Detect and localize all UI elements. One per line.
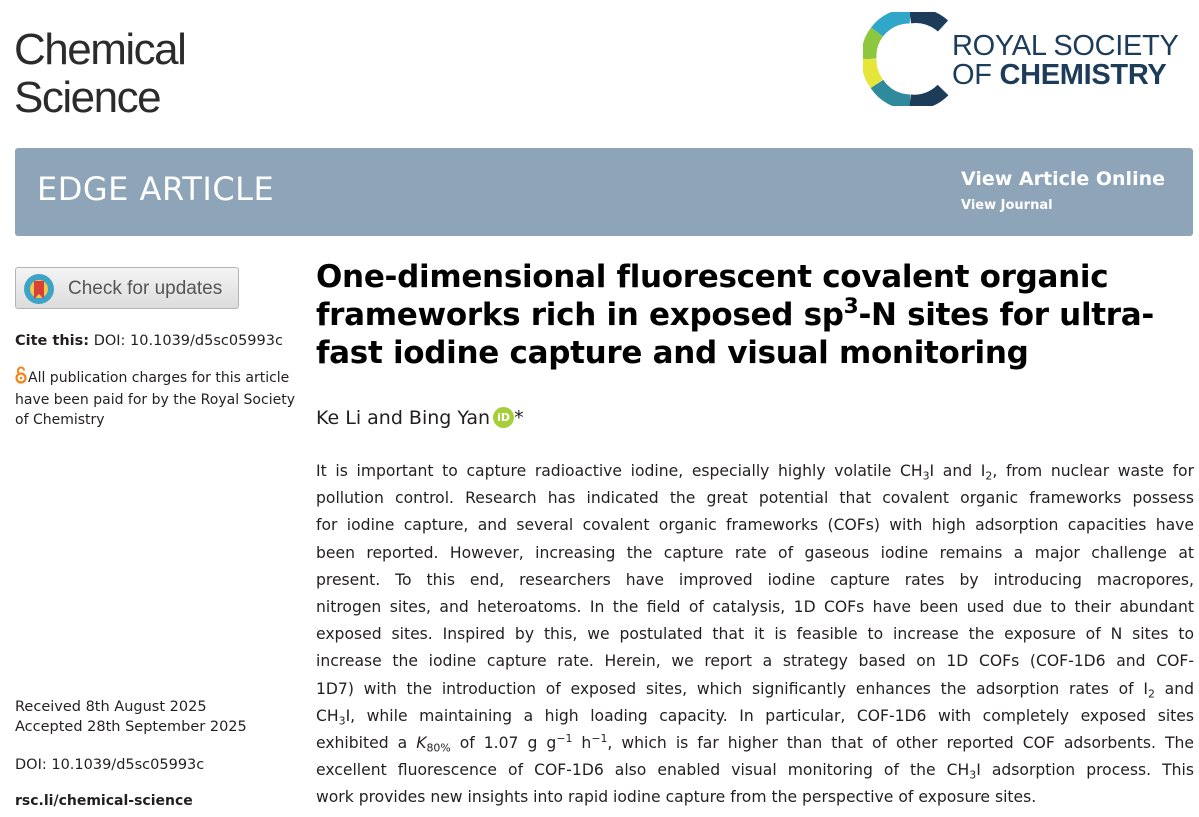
received-date: Received 8th August 2025 — [15, 699, 207, 715]
crossmark-icon — [23, 273, 55, 305]
open-access-text: All publication charges for this article have been paid for by the Royal Society of Chemistry — [15, 370, 295, 428]
superscript: −1 — [556, 732, 573, 746]
abstract-text: I adsorption process. This — [976, 761, 1195, 780]
journal-title-line1: Chemical — [14, 25, 186, 74]
rsc-wordmark-line1: ROYAL SOCIETY — [952, 30, 1179, 62]
abstract-text: It is important to capture radioactive iodine, especially highly volatile CH — [316, 462, 923, 480]
abstract-line — [316, 458, 1194, 485]
view-journal-link[interactable]: View Journal — [961, 198, 1053, 213]
cite-this-doi: DOI: 10.1039/d5sc05993c — [89, 333, 283, 349]
abstract-line: work provides new insights into rapid iodine capture from the perspective of exposure sites. — [316, 788, 1037, 807]
check-for-updates-button[interactable] — [15, 267, 239, 309]
subscript: 3 — [338, 714, 346, 728]
abstract-text: CH — [316, 706, 339, 725]
authors — [316, 407, 524, 429]
view-article-online-link[interactable]: View Article Online — [961, 168, 1165, 190]
superscript: −1 — [591, 732, 608, 746]
cite-this-label: Cite this: — [15, 333, 90, 349]
abstract-line: nitrogen sites, and heteroatoms. In the field of catalysis, 1D COFs have been used due to their abundant — [316, 598, 1194, 617]
subscript: 3 — [922, 469, 930, 483]
abstract-text: and — [1154, 679, 1195, 698]
abstract-text: excellent fluorescence of COF-1D6 also enabled visual monitoring of the CH — [316, 761, 970, 780]
rsc-logo[interactable] — [863, 12, 1195, 106]
article-title-line3: fast iodine capture and visual monitoring — [316, 335, 1029, 371]
abstract-line: increase the iodine capture rate. Herein, we report a strategy based on 1D COFs (COF-1D6 and COF- — [316, 652, 1194, 671]
abstract-line: exposed sites. Inspired by this, we postulated that it is feasible to increase the exposure of N sites to — [316, 625, 1194, 644]
rsc-wordmark-chemistry: CHEMISTRY — [999, 59, 1167, 91]
title-superscript: 3 — [843, 294, 859, 320]
abstract-line — [316, 730, 1194, 757]
abstract-text: exhibited a — [316, 734, 417, 753]
article-title-line2 — [316, 296, 1196, 334]
subscript: 2 — [1147, 686, 1155, 700]
abstract-line: present. To this end, researchers have improved iodine capture rates by introducing macropores, — [316, 570, 1194, 589]
open-access-icon — [15, 366, 27, 390]
abstract-line — [316, 703, 1194, 730]
rsc-wordmark-line2 — [952, 61, 1179, 90]
abstract-text: of 1.07 g g — [450, 734, 557, 753]
subscript: 3 — [969, 768, 977, 782]
abstract-text: , from nuclear waste for — [992, 462, 1195, 480]
article-title-line1: One-dimensional fluorescent covalent organic — [316, 259, 1109, 295]
journal-link[interactable]: rsc.li/chemical-science — [15, 793, 193, 809]
open-access-note — [15, 366, 300, 430]
subscript: 80% — [426, 741, 451, 755]
abstract — [316, 458, 1194, 812]
journal-title-line2: Science — [14, 73, 161, 122]
rsc-c-mark-icon — [863, 12, 953, 106]
article-type-banner — [15, 148, 1193, 236]
abstract-text: I and I — [929, 462, 986, 480]
title-text: -N sites for ultra- — [858, 297, 1154, 333]
abstract-text: I, while maintaining a high loading capacity. In particular, COF-1D6 with completely exposed sites — [345, 706, 1194, 725]
doi: DOI: 10.1039/d5sc05993c — [15, 757, 205, 773]
abstract-line — [316, 676, 1194, 703]
abstract-line: for iodine capture, and several covalent organic frameworks (COFs) with high adsorption capacities have — [316, 516, 1194, 535]
corresponding-author-star: * — [514, 407, 524, 429]
abstract-text: , which is far higher than that of other reported COF adsorbents. The — [607, 734, 1194, 753]
accepted-date: Accepted 28th September 2025 — [15, 719, 247, 735]
abstract-line: been reported. However, increasing the capture rate of gaseous iodine remains a major challenge at — [316, 543, 1194, 562]
abstract-line: pollution control. Research has indicated the great potential that covalent organic frameworks possess — [316, 489, 1194, 508]
title-text: frameworks rich in exposed sp — [316, 297, 844, 333]
cite-this — [15, 333, 283, 349]
author-names: Ke Li and Bing Yan — [316, 407, 491, 429]
orcid-icon[interactable]: iD — [493, 407, 514, 428]
check-for-updates-label: Check for updates — [68, 278, 223, 299]
rsc-wordmark — [952, 32, 1179, 90]
subscript: 2 — [985, 469, 993, 483]
journal-title — [14, 26, 185, 122]
rsc-wordmark-of: OF — [952, 59, 1000, 91]
abstract-text: 1D7) with the introduction of exposed sites, which significantly enhances the adsorption rates of I — [316, 679, 1148, 698]
abstract-text: h — [572, 734, 592, 753]
abstract-symbol: K — [416, 734, 427, 753]
article-type-label: EDGE ARTICLE — [37, 170, 275, 208]
abstract-line — [316, 757, 1194, 784]
article-title — [316, 258, 1196, 372]
